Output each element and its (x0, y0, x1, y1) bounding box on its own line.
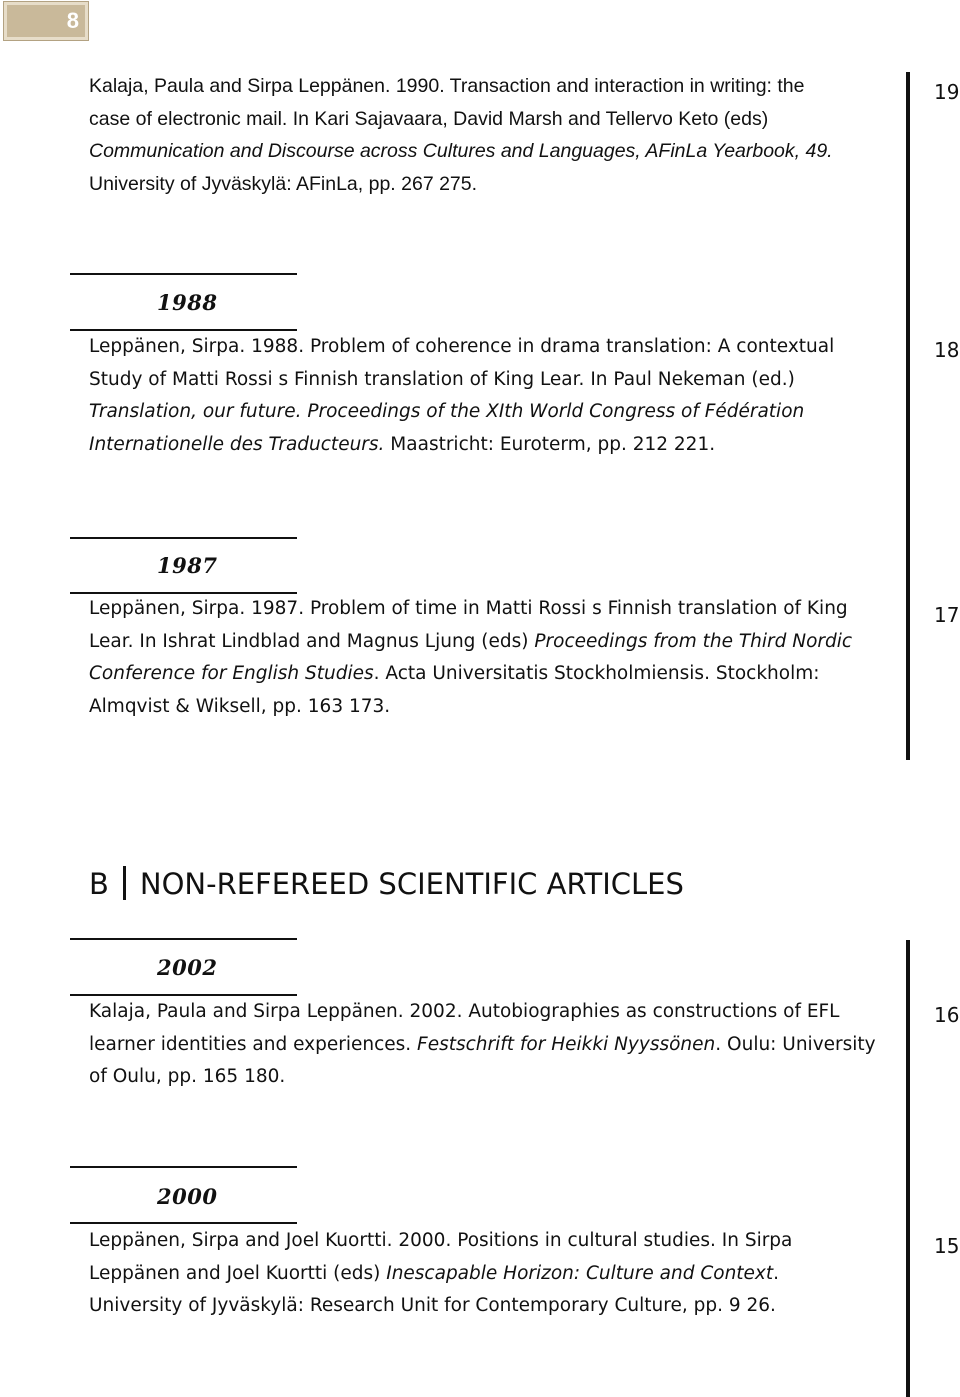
year-rule-top (70, 938, 297, 940)
entry-text: Leppänen, Sirpa. 1988. Problem of coherence in drama translation: A contextual (89, 336, 835, 357)
entry-text: of Oulu, pp. 165 180. (89, 1066, 286, 1087)
entry-line (89, 364, 899, 397)
year-rule-top (70, 273, 297, 275)
entry-text: Kalaja, Paula and Sirpa Leppänen. 1990. Transaction and interaction in writing: the (89, 75, 805, 97)
entry-text: Leppänen and Joel Kuortti (eds) (89, 1262, 387, 1284)
entry-text: Lear. In Ishrat Lindblad and Magnus Ljung (eds) (89, 630, 535, 652)
entry-line (89, 691, 899, 724)
right-margin-rule-bottom (906, 940, 910, 1397)
entry-line (89, 70, 899, 103)
year-heading: 1987 (157, 553, 218, 578)
section-letter: B (89, 867, 109, 901)
entry-text: Leppänen, Sirpa. 1987. Problem of time in Matti Rossi s Finnish translation of King (89, 598, 848, 619)
entry-line (89, 1290, 899, 1323)
entry-text-italic: Proceedings from the Third Nordic (534, 630, 853, 652)
entry-text-italic: Inescapable Horizon: Culture and Context (386, 1262, 774, 1284)
entry-text-italic: Internationelle des Traducteurs. (89, 433, 385, 455)
bibliography-entry (89, 1225, 899, 1323)
entry-text-italic: Festschrift for Heikki Nyyssönen (417, 1033, 716, 1055)
entry-line (89, 331, 899, 364)
entry-line (89, 1061, 899, 1094)
right-margin-rule-top (906, 72, 910, 760)
section-separator (123, 866, 126, 900)
bibliography-entry (89, 70, 899, 200)
bibliography-entry (89, 996, 899, 1094)
entry-line (89, 996, 899, 1029)
entry-line (89, 1258, 899, 1291)
entry-text: Kalaja, Paula and Sirpa Leppänen. 2002. Autobiographies as constructions of EFL (89, 1001, 840, 1022)
entry-text: Leppänen, Sirpa and Joel Kuortti. 2000. Positions in cultural studies. In Sirpa (89, 1230, 793, 1251)
entry-line (89, 1225, 899, 1258)
bibliography-entry (89, 331, 899, 461)
entry-line (89, 1029, 899, 1062)
entry-text: Study of Matti Rossi s Finnish translation of King Lear. In Paul Nekeman (ed.) (89, 368, 795, 390)
entry-text-italic: Translation, our future. Proceedings of the XIth World Congress of Fédération (89, 401, 805, 422)
entry-number: 16 (934, 1003, 960, 1027)
year-heading: 2002 (157, 955, 218, 980)
entry-number: 15 (934, 1234, 960, 1258)
entry-line (89, 658, 899, 691)
entry-text: . Acta Universitatis Stockholmiensis. Stockholm: (373, 663, 820, 684)
entry-number: 18 (934, 338, 960, 362)
year-rule-top (70, 537, 297, 539)
year-heading: 1988 (157, 290, 218, 315)
year-rule-top (70, 1166, 297, 1168)
entry-number: 19 (934, 80, 960, 104)
entry-line (89, 168, 899, 201)
bibliography-entry (89, 593, 899, 723)
entry-line (89, 626, 899, 659)
page-number-badge: 8 (4, 2, 88, 40)
entry-line (89, 593, 899, 626)
year-rule-bottom (70, 1222, 297, 1224)
entry-line (89, 135, 899, 168)
entry-text: Almqvist & Wiksell, pp. 163 173. (89, 695, 391, 717)
entry-line (89, 103, 899, 136)
entry-text-italic: Conference for English Studies (89, 663, 374, 684)
entry-text: University of Jyväskylä: Research Unit for Contemporary Culture, pp. 9 26. (89, 1295, 776, 1316)
section-heading (89, 866, 684, 901)
entry-text: case of electronic mail. In Kari Sajavaara, David Marsh and Tellervo Keto (eds) (89, 107, 769, 130)
entry-line (89, 396, 899, 429)
entry-line (89, 429, 899, 462)
entry-text: Maastricht: Euroterm, pp. 212 221. (384, 433, 716, 455)
section-title: NON-REFEREED SCIENTIFIC ARTICLES (139, 867, 684, 901)
entry-number: 17 (934, 603, 960, 627)
entry-text: . Oulu: University (715, 1033, 876, 1055)
entry-text: learner identities and experiences. (89, 1033, 418, 1055)
entry-text: . (773, 1262, 780, 1284)
entry-text-italic: Communication and Discourse across Cultures and Languages, AFinLa Yearbook, 49. (89, 140, 833, 162)
entry-text: University of Jyväskylä: AFinLa, pp. 267 275. (89, 172, 478, 195)
year-heading: 2000 (157, 1184, 218, 1209)
